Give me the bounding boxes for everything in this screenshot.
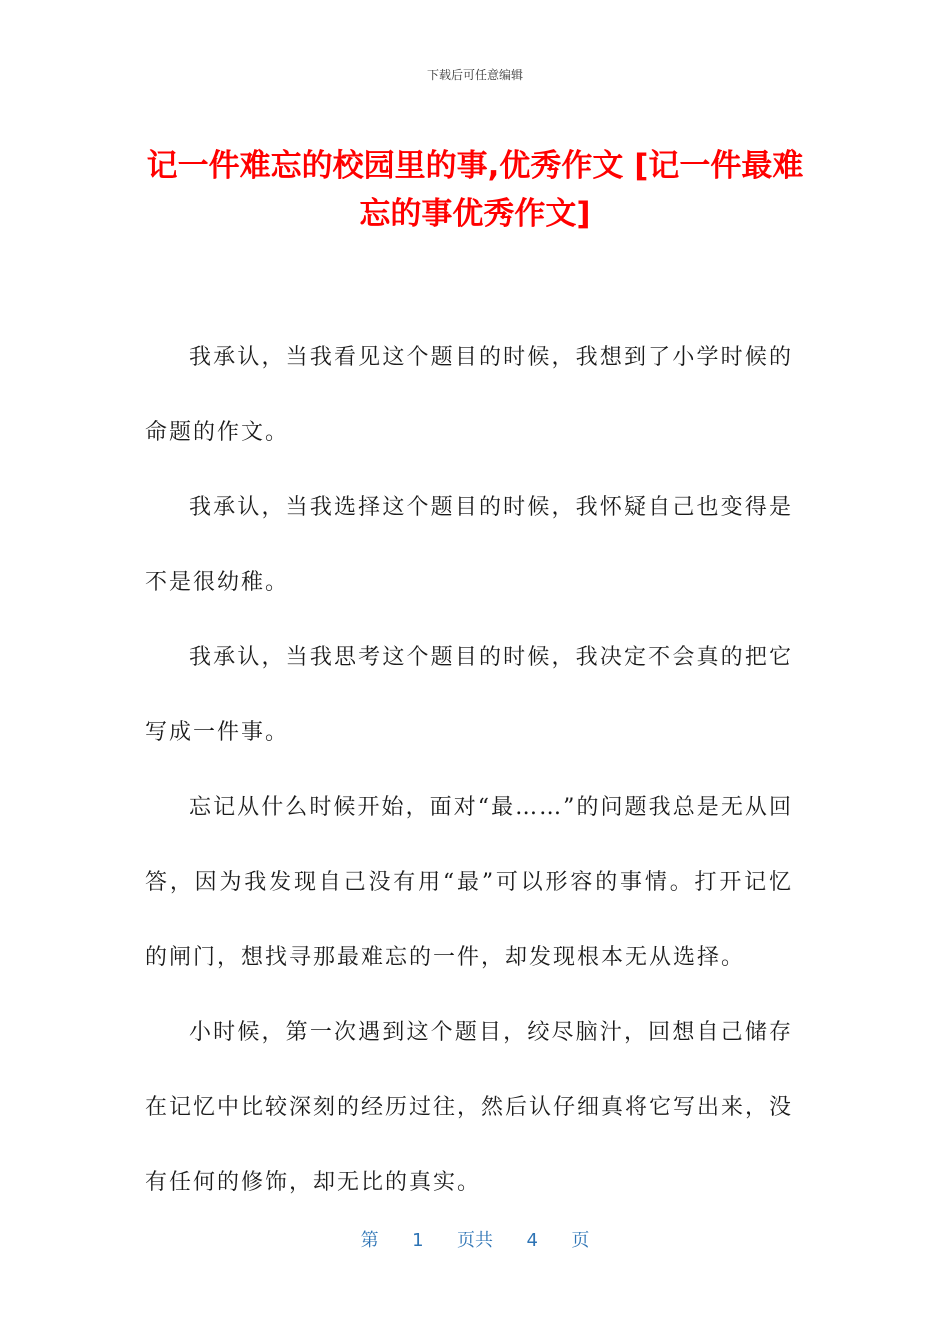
paragraph-1: 我承认，当我看见这个题目的时候，我想到了小学时候的命题的作文。: [145, 345, 793, 445]
document-title: 记一件难忘的校园里的事,优秀作文 [记一件最难忘的事优秀作文]: [146, 148, 804, 232]
footer-page-number: 1: [412, 1230, 424, 1251]
paragraph-4: 忘记从什么时候开始，面对“最……”的问题我总是无从回答，因为我发现自己没有用“最”可以形容的事情。打开记忆的闸门，想找寻那最难忘的一件，却发现根本无从选择。: [145, 795, 793, 970]
paragraph-3: 我承认，当我思考这个题目的时候，我决定不会真的把它写成一件事。: [145, 645, 793, 745]
page-footer: [0, 1226, 950, 1252]
header-note: 下载后可任意编辑: [426, 68, 523, 82]
paragraph-5: 小时候，第一次遇到这个题目，绞尽脑汁，回想自己储存在记忆中比较深刻的经历过往，然后认仔细真将它写出来，没有任何的修饰，却无比的真实。: [145, 1020, 794, 1195]
document-body: [145, 320, 793, 1220]
footer-middle: 页共: [457, 1230, 493, 1251]
footer-total-pages: 4: [526, 1230, 538, 1251]
footer-prefix: 第: [360, 1230, 379, 1251]
paragraph-2: 我承认，当我选择这个题目的时候，我怀疑自己也变得是不是很幼稚。: [145, 495, 793, 595]
footer-suffix: 页: [571, 1230, 590, 1251]
